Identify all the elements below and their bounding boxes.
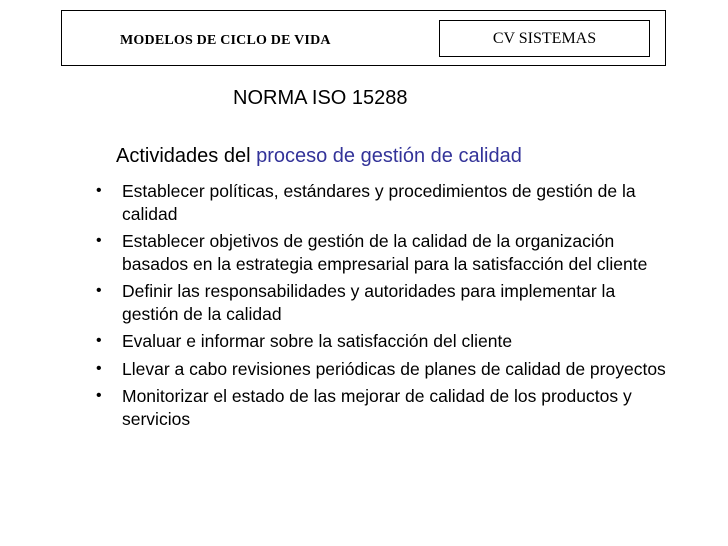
subtitle-prefix: Actividades del bbox=[116, 145, 257, 167]
list-item bbox=[0, 385, 728, 430]
bullet-icon: • bbox=[96, 182, 102, 199]
list-item-text: Monitorizar el estado de las mejorar de calidad de los productos y servicios bbox=[122, 386, 632, 429]
header-left-label: MODELOS DE CICLO DE VIDA bbox=[120, 33, 331, 48]
list-item bbox=[0, 280, 728, 325]
list-item bbox=[0, 330, 728, 353]
list-item bbox=[0, 358, 728, 381]
section-subtitle bbox=[116, 145, 522, 168]
list-item bbox=[0, 230, 728, 275]
bullet-icon: • bbox=[96, 332, 102, 349]
bullet-icon: • bbox=[96, 387, 102, 404]
header-box bbox=[61, 10, 666, 66]
bullet-icon: • bbox=[96, 282, 102, 299]
subtitle-accent: proceso de gestión de calidad bbox=[256, 145, 522, 167]
list-item-text: Establecer políticas, estándares y procedimientos de gestión de la calidad bbox=[122, 181, 636, 224]
list-item bbox=[0, 180, 728, 225]
list-item-text: Establecer objetivos de gestión de la calidad de la organización basados en la estrategia empresarial para la satisfacción del cliente bbox=[122, 231, 648, 274]
list-item-text: Llevar a cabo revisiones periódicas de planes de calidad de proyectos bbox=[122, 358, 666, 379]
page-title: NORMA ISO 15288 bbox=[233, 87, 408, 109]
bullet-icon: • bbox=[96, 232, 102, 249]
bullet-icon: • bbox=[96, 359, 102, 377]
list-item-text: Definir las responsabilidades y autoridades para implementar la gestión de la calidad bbox=[122, 281, 616, 324]
list-item-text: Evaluar e informar sobre la satisfacción del cliente bbox=[122, 331, 513, 351]
header-right-label: CV SISTEMAS bbox=[439, 20, 650, 57]
activity-list bbox=[0, 180, 728, 435]
